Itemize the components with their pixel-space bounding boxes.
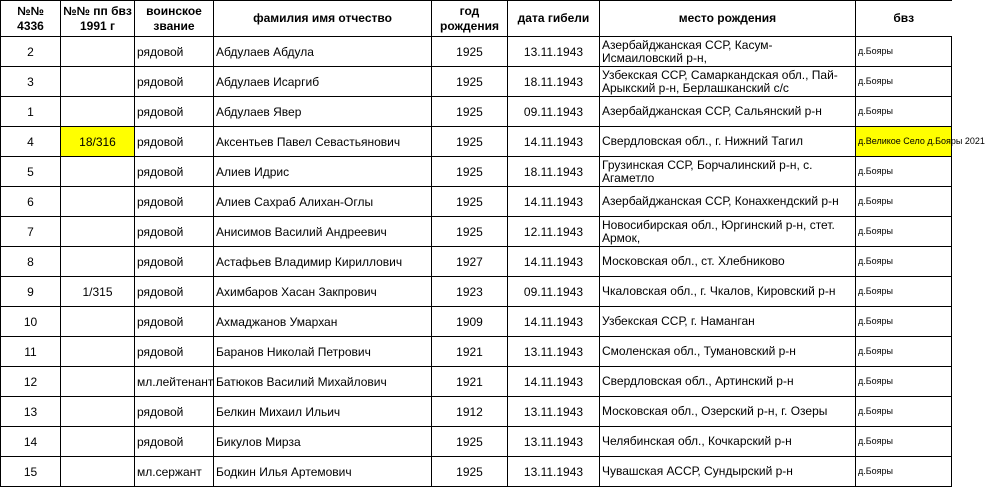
cell-bvz1991-number xyxy=(61,247,135,277)
cell-death-date: 13.11.1943 xyxy=(508,457,600,487)
cell-bvz: д.Бояры xyxy=(856,427,952,457)
cell-birth-year: 1925 xyxy=(432,217,508,247)
cell-record-number: 7 xyxy=(1,217,61,247)
cell-bvz1991-number xyxy=(61,67,135,97)
cell-rank: мл.сержант xyxy=(135,457,214,487)
cell-record-number: 15 xyxy=(1,457,61,487)
cell-record-number: 6 xyxy=(1,187,61,217)
table-row xyxy=(1,277,952,307)
cell-birthplace: Азербайджанская ССР, Сальянский р-н xyxy=(600,97,856,127)
cell-birthplace: Узбекская ССР, Самаркандская обл., Пай-Арыкский р-н, Берлашканский с/с xyxy=(600,67,856,97)
cell-death-date: 14.11.1943 xyxy=(508,307,600,337)
col-header-no4336: №№ 4336 xyxy=(1,1,61,37)
cell-rank: рядовой xyxy=(135,187,214,217)
cell-full-name: Бодкин Илья Артемович xyxy=(214,457,432,487)
table-row xyxy=(1,307,952,337)
cell-record-number: 12 xyxy=(1,367,61,397)
cell-full-name: Баранов Николай Петрович xyxy=(214,337,432,367)
cell-bvz1991-number xyxy=(61,337,135,367)
cell-record-number: 1 xyxy=(1,97,61,127)
cell-bvz1991-number xyxy=(61,367,135,397)
cell-birthplace: Новосибирская обл., Юргинский р-н, стет. Армок, xyxy=(600,217,856,247)
cell-bvz1991-number xyxy=(61,37,135,67)
cell-rank: рядовой xyxy=(135,127,214,157)
cell-full-name: Алиев Идрис xyxy=(214,157,432,187)
cell-bvz1991-number xyxy=(61,187,135,217)
cell-full-name: Аксентьев Павел Севастьянович xyxy=(214,127,432,157)
table-row xyxy=(1,97,952,127)
cell-bvz: д.Бояры xyxy=(856,367,952,397)
cell-record-number: 13 xyxy=(1,397,61,427)
cell-full-name: Бикулов Мирза xyxy=(214,427,432,457)
col-header-fio: фамилия имя отчество xyxy=(214,1,432,37)
cell-birthplace: Московская обл., ст. Хлебниково xyxy=(600,247,856,277)
cell-birthplace: Узбекская ССР, г. Наманган xyxy=(600,307,856,337)
cell-bvz: д.Бояры xyxy=(856,187,952,217)
cell-rank: рядовой xyxy=(135,307,214,337)
cell-full-name: Батюков Василий Михайлович xyxy=(214,367,432,397)
cell-full-name: Белкин Михаил Ильич xyxy=(214,397,432,427)
cell-rank: рядовой xyxy=(135,67,214,97)
cell-record-number: 3 xyxy=(1,67,61,97)
col-header-rank: воинское звание xyxy=(135,1,214,37)
table-row xyxy=(1,67,952,97)
cell-birthplace: Азербайджанская ССР, Конахкендский р-н xyxy=(600,187,856,217)
cell-death-date: 14.11.1943 xyxy=(508,247,600,277)
cell-bvz: д.Бояры xyxy=(856,97,952,127)
cell-record-number: 10 xyxy=(1,307,61,337)
table-row xyxy=(1,457,952,487)
cell-death-date: 13.11.1943 xyxy=(508,37,600,67)
cell-record-number: 4 xyxy=(1,127,61,157)
cell-bvz: д.Бояры xyxy=(856,397,952,427)
cell-bvz: д.Бояры xyxy=(856,307,952,337)
cell-rank: рядовой xyxy=(135,397,214,427)
cell-bvz: д.Бояры xyxy=(856,337,952,367)
table-row xyxy=(1,427,952,457)
table-row xyxy=(1,247,952,277)
cell-record-number: 11 xyxy=(1,337,61,367)
cell-bvz1991-number: 18/316 xyxy=(61,127,135,157)
cell-bvz1991-number xyxy=(61,217,135,247)
cell-birthplace: Свердловская обл., Артинский р-н xyxy=(600,367,856,397)
cell-birth-year: 1912 xyxy=(432,397,508,427)
cell-death-date: 13.11.1943 xyxy=(508,427,600,457)
table-row xyxy=(1,367,952,397)
cell-full-name: Абдулаев Абдула xyxy=(214,37,432,67)
col-header-birth-year: год рождения xyxy=(432,1,508,37)
cell-birthplace: Челябинская обл., Кочкарский р-н xyxy=(600,427,856,457)
cell-rank: рядовой xyxy=(135,97,214,127)
table-row xyxy=(1,187,952,217)
col-header-death-date: дата гибели xyxy=(508,1,600,37)
cell-birthplace: Московская обл., Озерский р-н, г. Озеры xyxy=(600,397,856,427)
cell-rank: рядовой xyxy=(135,217,214,247)
cell-record-number: 9 xyxy=(1,277,61,307)
table-row xyxy=(1,217,952,247)
cell-rank: рядовой xyxy=(135,247,214,277)
cell-bvz: д.Бояры xyxy=(856,457,952,487)
cell-birth-year: 1925 xyxy=(432,127,508,157)
cell-full-name: Ахмаджанов Умархан xyxy=(214,307,432,337)
cell-birth-year: 1925 xyxy=(432,457,508,487)
cell-birth-year: 1923 xyxy=(432,277,508,307)
cell-bvz1991-number xyxy=(61,157,135,187)
col-header-bvz: бвз xyxy=(856,1,952,37)
cell-rank: мл.лейтенант xyxy=(135,367,214,397)
cell-rank: рядовой xyxy=(135,37,214,67)
cell-full-name: Абдулаев Исаргиб xyxy=(214,67,432,97)
cell-birth-year: 1921 xyxy=(432,367,508,397)
cell-full-name: Анисимов Василий Андреевич xyxy=(214,217,432,247)
cell-death-date: 12.11.1943 xyxy=(508,217,600,247)
cell-record-number: 2 xyxy=(1,37,61,67)
cell-birth-year: 1925 xyxy=(432,37,508,67)
cell-bvz1991-number xyxy=(61,397,135,427)
cell-birth-year: 1927 xyxy=(432,247,508,277)
cell-birth-year: 1925 xyxy=(432,427,508,457)
cell-birthplace: Чкаловская обл., г. Чкалов, Кировский р-н xyxy=(600,277,856,307)
cell-birthplace: Свердловская обл., г. Нижний Тагил xyxy=(600,127,856,157)
col-header-bvz1991: №№ пп бвз 1991 г xyxy=(61,1,135,37)
cell-birth-year: 1925 xyxy=(432,157,508,187)
table-row xyxy=(1,397,952,427)
cell-bvz: д.Бояры xyxy=(856,37,952,67)
cell-bvz: д.Бояры xyxy=(856,217,952,247)
cell-death-date: 18.11.1943 xyxy=(508,67,600,97)
cell-record-number: 8 xyxy=(1,247,61,277)
cell-birth-year: 1921 xyxy=(432,337,508,367)
cell-bvz1991-number xyxy=(61,97,135,127)
col-header-birthplace: место рождения xyxy=(600,1,856,37)
cell-birthplace: Грузинская ССР, Борчалинский р-н, с. Агаметло xyxy=(600,157,856,187)
cell-death-date: 09.11.1943 xyxy=(508,277,600,307)
cell-rank: рядовой xyxy=(135,157,214,187)
cell-record-number: 14 xyxy=(1,427,61,457)
cell-rank: рядовой xyxy=(135,337,214,367)
table-row xyxy=(1,37,952,67)
cell-birthplace: Чувашская АССР, Сундырский р-н xyxy=(600,457,856,487)
cell-death-date: 13.11.1943 xyxy=(508,337,600,367)
cell-death-date: 18.11.1943 xyxy=(508,157,600,187)
table-row xyxy=(1,157,952,187)
cell-birth-year: 1909 xyxy=(432,307,508,337)
cell-birthplace: Азербайджанская ССР, Касум-Исмаиловский р-н, xyxy=(600,37,856,67)
header-row xyxy=(1,1,952,37)
table-row xyxy=(1,127,952,157)
cell-bvz: д.Бояры xyxy=(856,157,952,187)
cell-death-date: 09.11.1943 xyxy=(508,97,600,127)
cell-death-date: 14.11.1943 xyxy=(508,187,600,217)
cell-birth-year: 1925 xyxy=(432,67,508,97)
cell-birthplace: Смоленская обл., Тумановский р-н xyxy=(600,337,856,367)
cell-death-date: 13.11.1943 xyxy=(508,397,600,427)
cell-death-date: 14.11.1943 xyxy=(508,367,600,397)
cell-bvz: д.Великое Село д.Бояры 2021 xyxy=(856,127,952,157)
cell-rank: рядовой xyxy=(135,277,214,307)
cell-birth-year: 1925 xyxy=(432,97,508,127)
cell-bvz1991-number xyxy=(61,307,135,337)
cell-full-name: Ахимбаров Хасан Закпрович xyxy=(214,277,432,307)
cell-bvz: д.Бояры xyxy=(856,67,952,97)
cell-birth-year: 1925 xyxy=(432,187,508,217)
cell-death-date: 14.11.1943 xyxy=(508,127,600,157)
cell-bvz1991-number xyxy=(61,457,135,487)
cell-full-name: Алиев Сахраб Алихан-Оглы xyxy=(214,187,432,217)
cell-record-number: 5 xyxy=(1,157,61,187)
table-row xyxy=(1,337,952,367)
cell-full-name: Абдулаев Явер xyxy=(214,97,432,127)
cell-rank: рядовой xyxy=(135,427,214,457)
cell-bvz: д.Бояры xyxy=(856,247,952,277)
cell-bvz1991-number: 1/315 xyxy=(61,277,135,307)
cell-bvz: д.Бояры xyxy=(856,277,952,307)
cell-bvz1991-number xyxy=(61,427,135,457)
cell-full-name: Астафьев Владимир Кириллович xyxy=(214,247,432,277)
